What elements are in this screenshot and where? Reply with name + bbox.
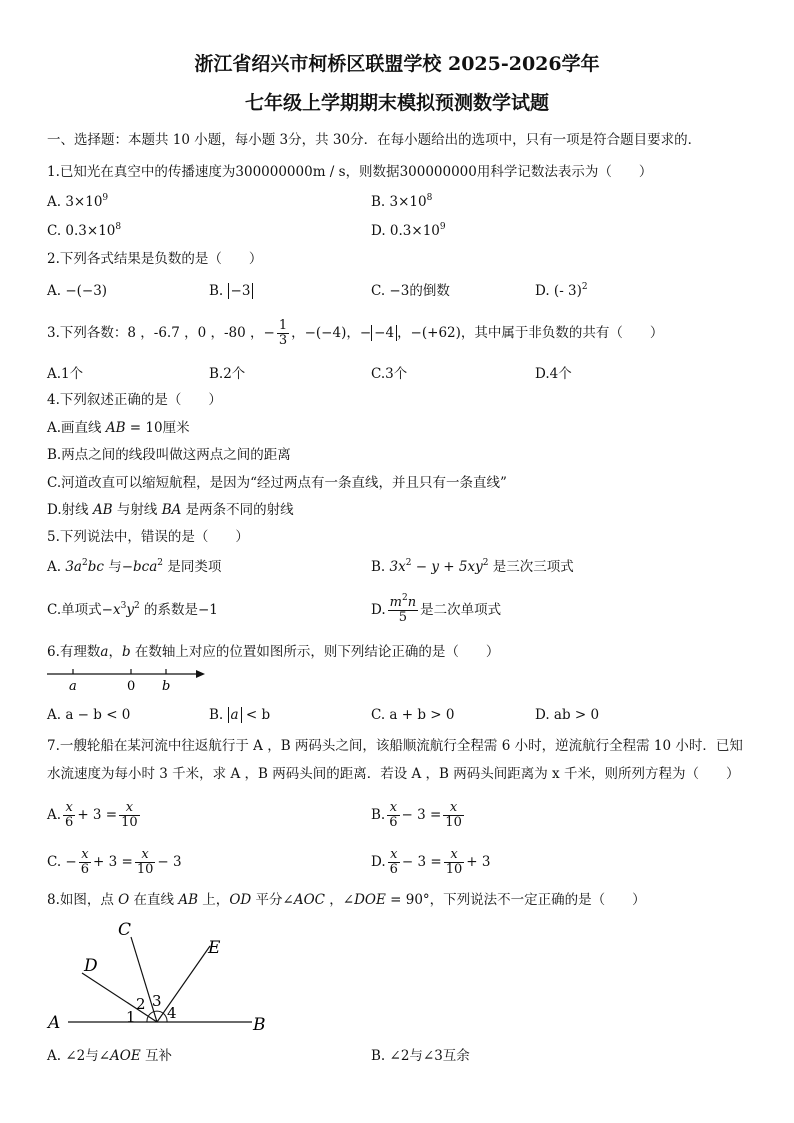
question-7-option-c[interactable]: C. − $\frac{x}{6}$ + 3 = $\frac{x}{10}$ − 3 [47,847,182,877]
question-2-option-b[interactable]: B. −3 [209,282,253,300]
number-line-figure [45,665,215,695]
question-1-option-c[interactable]: C. $0.3\times 10^8$ [47,222,122,239]
question-4-stem: 4.下列叙述正确的是（ ） [47,392,222,408]
label-b: b [162,679,171,694]
question-2-option-a[interactable]: A. −(−3) [47,283,108,299]
question-1-option-b[interactable]: B. $3\times 10^8$ [371,193,433,210]
question-5-option-c[interactable]: C.单项式$-x^3y^2$ 的系数是−1 [47,601,218,618]
question-6-option-d[interactable]: D. ab > 0 [535,707,600,723]
question-6-option-a[interactable]: A. a − b < 0 [47,707,131,723]
question-5-option-d[interactable]: D. $\frac{m^2n}{5}$ 是二次单项式 [371,593,502,625]
question-6-stem: 6.有理数a，b 在数轴上对应的位置如图所示，则下列结论正确的是（ ） [47,644,500,660]
question-7-stem-line1: 7.一艘轮船在某河流中往返航行于 A ，B 两码头之间，该船顺流航行全程需 6 小时，逆流航行全程需 10 小时．已知 [47,738,743,754]
question-4-option-c[interactable]: C.河道改直可以缩短航程，是因为“经过两点有一条直线，并且只有一条直线” [47,475,507,491]
question-4-option-d[interactable]: D.射线 AB 与射线 BA 是两条不同的射线 [47,502,294,518]
ray-OD [82,973,157,1022]
question-1-option-d[interactable]: D. $0.3\times 10^9$ [371,222,446,239]
page-title: 浙江省绍兴市柯桥区联盟学校 2025-2026学年 [194,53,600,75]
angle-2: 2 [136,995,146,1013]
section-header: 一、选择题：本题共 10 小题，每小题 3分，共 30分．在每小题给出的选项中，只有一项是符合题目要求的． [47,132,702,148]
point-D: D [84,956,98,976]
question-2-option-c[interactable]: C. −3的倒数 [371,283,450,299]
question-6-option-b[interactable]: B. a < b [209,707,271,723]
label-a: a [69,679,77,694]
question-4-option-a[interactable]: A.画直线 AB = 10厘米 [47,420,190,436]
question-8-stem: 8.如图，点 O 在直线 AB 上，OD 平分∠AOC ，∠DOE = 90°，下列说法不一定正确的是（ ） [47,892,646,908]
question-2-stem: 2.下列各式结果是负数的是（ ） [47,251,263,267]
question-8-option-a[interactable]: A. ∠2与∠AOE 互补 [47,1048,173,1064]
question-1-option-a[interactable]: A. $3\times 10^9$ [47,193,109,210]
question-6-option-c[interactable]: C. a + b > 0 [371,707,455,723]
angle-figure [40,915,280,1040]
point-A: A [48,1013,61,1033]
question-5-option-b[interactable]: B. $3x^2 - y + 5xy^2$ 是三次三项式 [371,558,574,575]
angle-4: 4 [167,1004,177,1022]
question-7-option-a[interactable]: A. $\frac{x}{6}$ + 3 = $\frac{x}{10}$ [47,800,138,830]
question-3-option-b[interactable]: B.2个 [209,366,246,382]
question-7-stem-line2: 水流速度为每小时 3 千米，求 A ，B 两码头间的距离．若设 A ，B 两码头间距离为 x 千米，则所列方程为（ ） [47,766,740,782]
point-C: C [118,920,132,940]
question-3-option-a[interactable]: A.1个 [47,366,84,382]
question-7-option-d[interactable]: D. $\frac{x}{6}$ − 3 = $\frac{x}{10}$ + 3 [371,847,491,877]
question-5-option-a[interactable]: A. $3a^2bc$ 与−bca$^2$ 是同类项 [47,558,222,575]
question-7-option-b[interactable]: B. $\frac{x}{6}$ − 3 = $\frac{x}{10}$ [371,800,462,830]
question-4-option-b[interactable]: B.两点之间的线段叫做这两点之间的距离 [47,447,291,463]
number-line-arrow [196,670,205,678]
question-8-option-b[interactable]: B. ∠2与∠3互余 [371,1048,470,1064]
point-E: E [208,938,221,958]
ray-OE [157,946,210,1022]
question-2-option-d[interactable]: D. (- 3)$^2$ [535,282,588,299]
question-3-option-d[interactable]: D.4个 [535,366,572,382]
angle-1: 1 [126,1008,136,1026]
question-5-stem: 5.下列说法中，错误的是（ ） [47,529,249,545]
point-B: B [253,1015,266,1035]
question-3-option-c[interactable]: C.3个 [371,366,408,382]
question-3-stem: 3.下列各数：8 ，-6.7 ，0 ，-80 ，− $\frac{1}{3}$ ，−(−4)，− −4 ，−(+62)，其中属于非负数的共有（ ） [47,318,664,348]
page-subtitle: 七年级上学期期末模拟预测数学试题 [244,92,549,114]
question-1-stem: 1.已知光在真空中的传播速度为300000000m / s，则数据300000000用科学记数法表示为（ ） [47,164,653,180]
angle-3: 3 [152,992,162,1010]
label-0: 0 [127,679,136,694]
